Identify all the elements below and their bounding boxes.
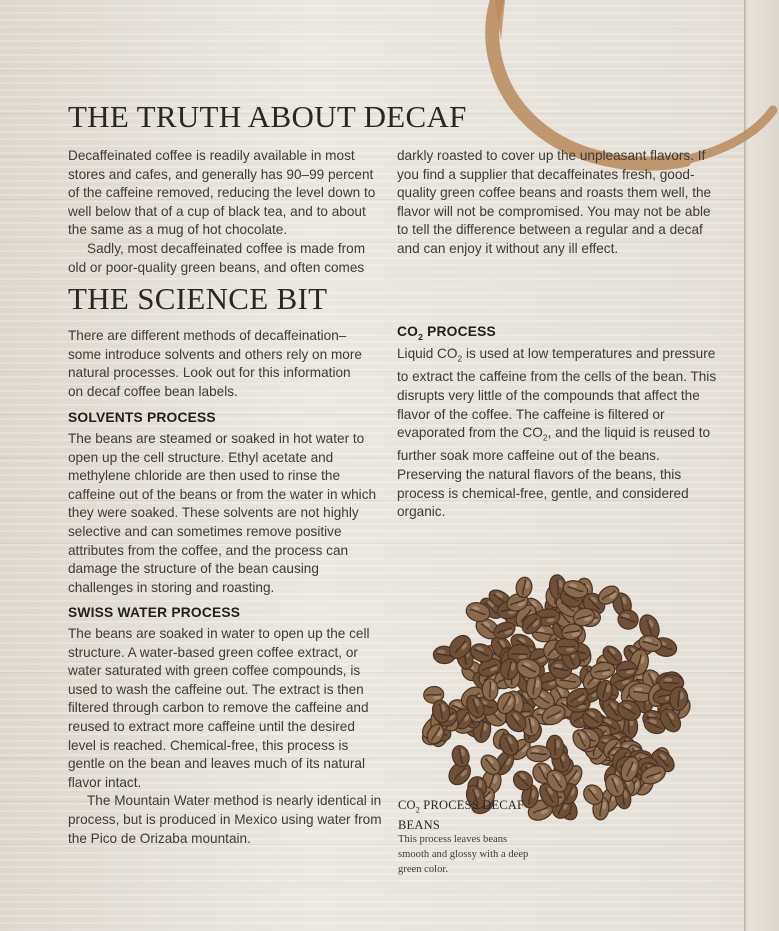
- heading-science-bit: THE SCIENCE BIT: [68, 281, 328, 316]
- co2-process-text: Liquid $CO_2$ is used at low temperatures and pressure to extract the caffeine from the cells of the bean. This disrupts very little of the compounds that affect the flavor of the coffee. The caffeine is filtered or evaporated from the $CO_2$, and the liquid is reused to further soak more caffeine out of the beans. Preserving the natural flavors of the beans, this process is chemical-free, gentle, and considered organic.: [397, 346, 717, 520]
- truth-paragraph-2-end: darkly roasted to cover up the unpleasant flavors. If you find a supplier that decaffeinates fresh, good-quality green coffee beans and roasts them well, the flavor will not be compromised. You may not be able to tell the difference between a regular and a decaf and can enjoy it without any ill effect.: [397, 148, 712, 256]
- truth-column-right: [397, 147, 719, 259]
- caption-title: $CO_2$ PROCESS DECAF BEANS: [398, 798, 525, 832]
- heading-truth-about-decaf: THE TRUTH ABOUT DECAF: [68, 99, 467, 134]
- truth-paragraph-2-start: Sadly, most decaffeinated coffee is made from old or poor-quality green beans, and often comes: [68, 240, 366, 275]
- truth-paragraph-1: Decaffeinated coffee is readily available in most stores and cafes, and generally has 90–99 percent of the caffeine removed, reducing the level down to well below that of a cup of black tea, and to about the same as a mug of hot chocolate.: [68, 148, 376, 238]
- truth-column-left: [68, 147, 386, 277]
- solvents-process-title: SOLVENTS PROCESS: [68, 410, 216, 425]
- co2-process-title: $CO_2$ PROCESS: [397, 324, 496, 342]
- science-intro: There are different methods of decaffeination–some introduce solvents and others rely on more natural processes. Look out for this information on decaf coffee bean labels.: [68, 328, 362, 399]
- caption-text: This process leaves beans smooth and glossy with a deep green color.: [398, 834, 529, 876]
- swiss-water-paragraph: The beans are soaked in water to open up the cell structure. A water-based green coffee extract, or water saturated with green coffee compounds, is used to wash the caffeine out. The extract is then filtered through carbon to remove the caffeine and reused to extract more caffeine until the desired level is reached. Chemical-free, this process is gentle on the bean and leaves much of its natural flavor intact.: [68, 626, 370, 790]
- swiss-water-process-text: [68, 625, 384, 848]
- mountain-water-paragraph: The Mountain Water method is nearly identical in process, but is produced in Mexico using water from the Pico de Orizaba mountain.: [68, 793, 382, 846]
- solvents-process-text: The beans are steamed or soaked in hot water to open up the cell structure. Ethyl acetate and methylene chloride are then used to rinse the caffeine out of the beans or from the water in which they were soaked. These solvents are not highly selective and can sometimes remove positive attributes from the coffee, and the process can damage the structure of the bean causing challenges in storing and roasting.: [68, 431, 377, 595]
- swiss-water-process-title: SWISS WATER PROCESS: [68, 605, 241, 620]
